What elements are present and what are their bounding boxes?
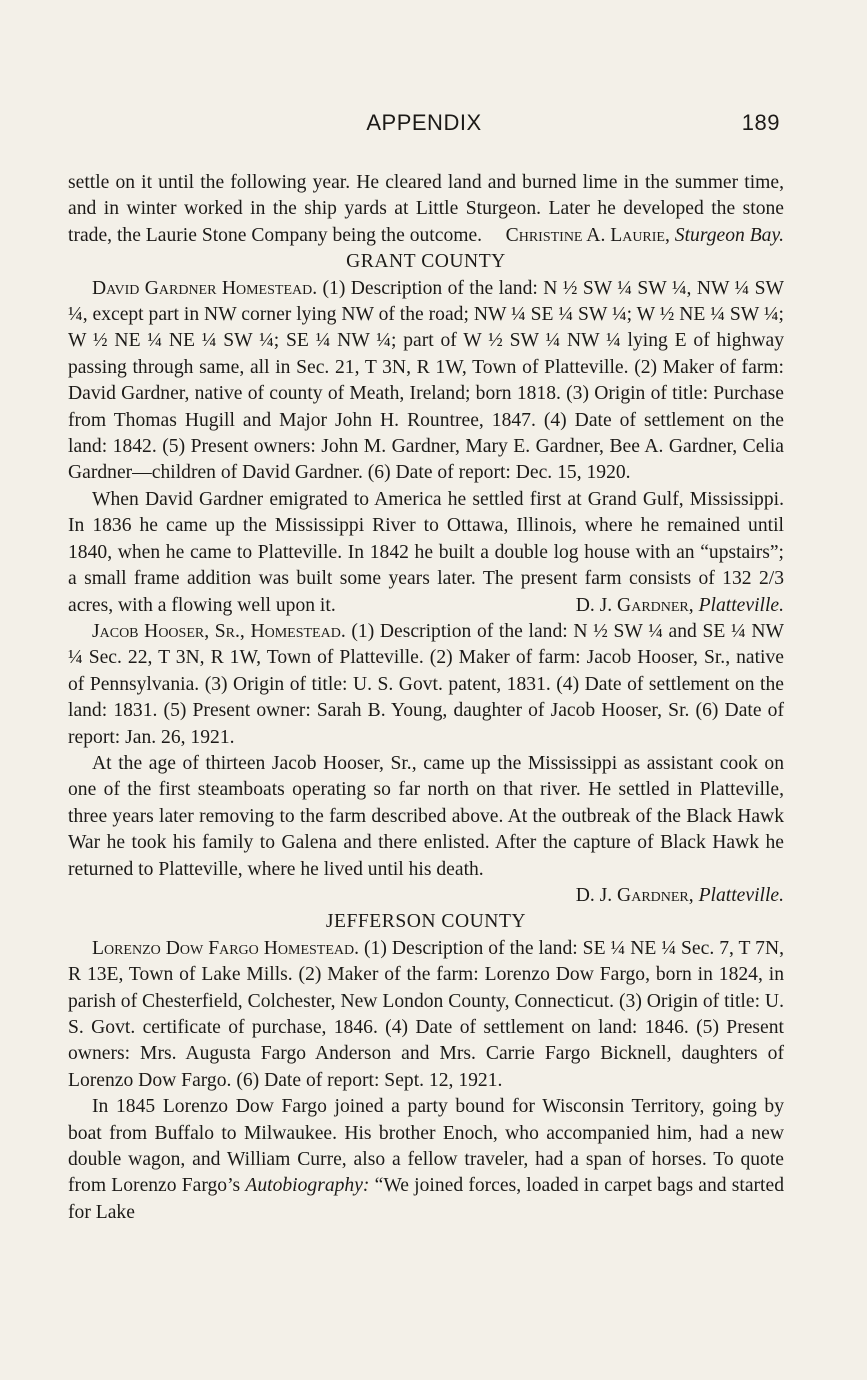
- section-heading-jefferson-county: JEFFERSON COUNTY: [325, 911, 527, 933]
- entry-title: Jacob Hooser, Sr., Homestead.: [92, 620, 346, 642]
- paragraph-hooser-homestead: [68, 619, 784, 751]
- entry-title: David Gardner Homestead.: [92, 277, 318, 299]
- paragraph-fargo-homestead: [68, 936, 784, 1094]
- paragraph-text: When David Gardner emigrated to America he settled first at Grand Gulf, Mississippi. In 1836 he came up the Mississippi River to Ottawa, Illinois, where he remained until 1840, when he came to Platteville. In 1842 he built a double log house with an “upstairs”; a small frame addition was built some years later. The present farm consists of 132 2/3 acres, with a flowing well upon it.: [68, 488, 784, 616]
- entry-title: Lorenzo Dow Fargo Homestead.: [92, 937, 360, 959]
- paragraph-gardner-homestead: [68, 276, 784, 487]
- signature-gardner-2: [68, 883, 784, 909]
- signature-place: Sturgeon Bay.: [674, 224, 784, 246]
- signature-name: Christine A. Laurie,: [505, 224, 670, 246]
- paragraph-text: (1) Description of the land: N ½ SW ¼ and SE ¼ NW ¼ Sec. 22, T 3N, R 1W, Town of Platteville. (2) Maker of farm: Jacob Hooser, Sr., native of Pennsylvania. (3) Origin of title: U. S. Govt. patent, 1831. (4) Date of settlement on the land: 1831. (5) Present owner: Sarah B. Young, daughter of Jacob Hooser, Sr. (6) Date of report: Jan. 26, 1921.: [68, 620, 784, 748]
- paragraph-laurie-end: [68, 170, 784, 249]
- signature-place: Platteville.: [698, 594, 784, 616]
- paragraph-gardner-history: [68, 487, 784, 619]
- paragraph-text: (1) Description of the land: SE ¼ NE ¼ Sec. 7, T 7N, R 13E, Town of Lake Mills. (2) Maker of the farm: Lorenzo Dow Fargo, born in 1824, in parish of Chesterfield, Colchester, New London County, Connecticut. (3) Origin of title: U. S. Govt. certificate of purchase, 1846. (4) Date of settlement on land: 1846. (5) Present owners: Mrs. Augusta Fargo Anderson and Mrs. Carrie Fargo Bicknell, daughters of Lorenzo Dow Fargo. (6) Date of report: Sept. 12, 1921.: [68, 937, 784, 1091]
- paragraph-fargo-history: [68, 1094, 784, 1226]
- paragraph-hooser-history: At the age of thirteen Jacob Hooser, Sr., came up the Mississippi as assistant cook on one of the first steamboats operating so far north on that river. He settled in Platteville, three years later removing to the farm described above. At the outbreak of the Black Hawk War he took his family to Galena and there enlisted. After the capture of Black Hawk he returned to Platteville, where he lived until his death.: [68, 752, 784, 880]
- quotation-text: “We joined forces, loaded in carpet bags and started for Lake: [68, 1175, 784, 1223]
- signature-name: D. J. Gardner,: [575, 884, 694, 906]
- book-title: Autobiography:: [245, 1175, 370, 1197]
- page-header-title: APPENDIX: [366, 110, 482, 135]
- page-number: 189: [741, 110, 780, 135]
- paragraph-text: settle on it until the following year. He cleared land and burned lime in the summer time, and in winter worked in the ship yards at Little Sturgeon. Later he developed the stone trade, the Laurie Stone Company being the outcome.: [68, 172, 784, 246]
- signature-gardner-1: [552, 593, 784, 619]
- section-heading-grant-county: GRANT COUNTY: [346, 251, 506, 273]
- paragraph-text: In 1845 Lorenzo Dow Fargo joined a party bound for Wisconsin Territory, going by boat from Buffalo to Milwaukee. His brother Enoch, who accompanied him, had a new double wagon, and William Curre, also a fellow traveler, had a span of horses. To quote from Lorenzo Fargo’s: [68, 1096, 784, 1197]
- paragraph-text: (1) Description of the land: N ½ SW ¼ SW ¼, NW ¼ SW ¼, except part in NW corner lying NW of the road; NW ¼ SE ¼ SW ¼; W ½ NE ¼ SW ¼; W ½ NE ¼ NE ¼ SW ¼; SE ¼ NW ¼; part of W ½ SW ¼ NW ¼ lying E of highway passing through same, all in Sec. 21, T 3N, R 1W, Town of Platteville. (2) Maker of farm: David Gardner, native of county of Meath, Ireland; born 1818. (3) Origin of title: Purchase from Thomas Hugill and Major John H. Rountree, 1847. (4) Date of settlement on the land: 1842. (5) Present owners: John M. Gardner, Mary E. Gardner, Bee A. Gardner, Celia Gardner—children of David Gardner. (6) Date of report: Dec. 15, 1920.: [68, 277, 784, 484]
- body-text: [68, 170, 784, 1226]
- signature-laurie: [506, 223, 784, 249]
- signature-place: Platteville.: [698, 884, 784, 906]
- signature-name: D. J. Gardner,: [575, 594, 694, 616]
- running-head: [68, 110, 780, 140]
